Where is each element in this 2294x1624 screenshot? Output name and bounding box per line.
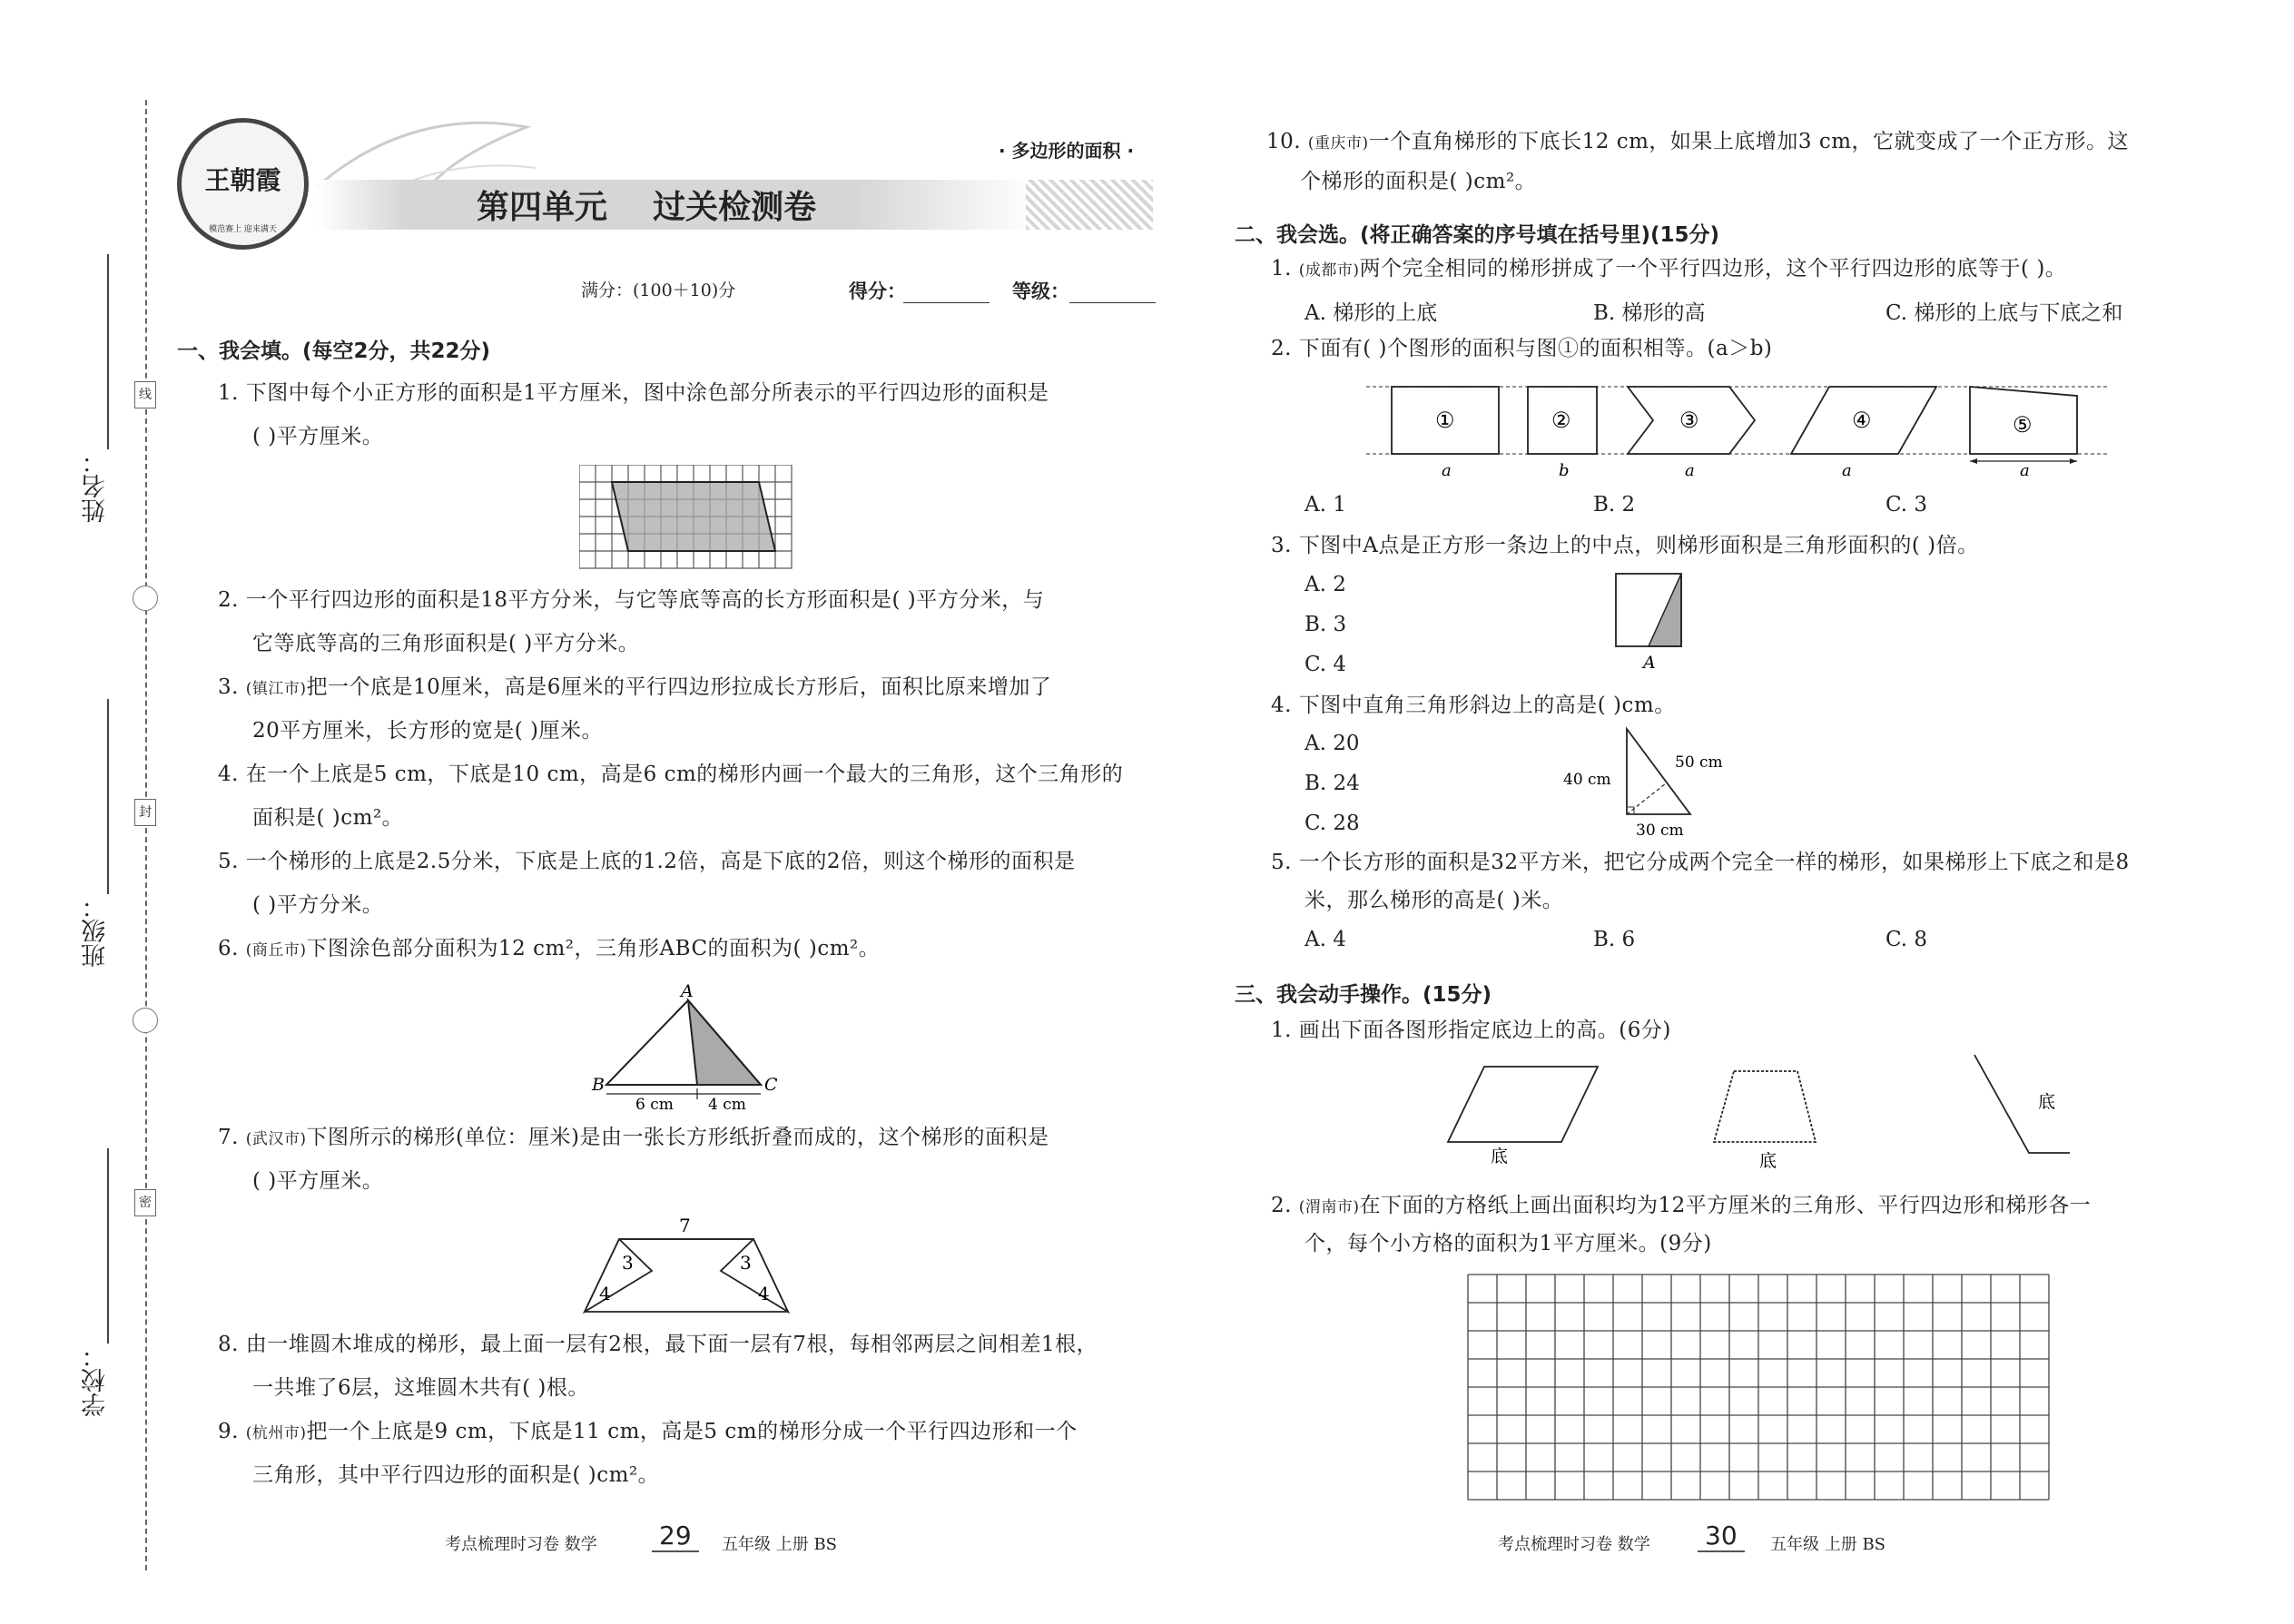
q6-line	[218, 927, 880, 972]
score-input-line[interactable]	[903, 302, 989, 303]
d1-shapes-figure[interactable]	[1425, 1053, 2097, 1176]
c5-option-c[interactable]: C. 8	[1885, 928, 1928, 951]
c2-dim-a-5: a	[2020, 461, 2030, 480]
q6-dim-4cm: 4 cm	[708, 1096, 746, 1112]
name-label: 姓名：	[82, 449, 110, 523]
q7-label-right-3: 3	[740, 1252, 752, 1274]
q10-number: 10.	[1266, 130, 1302, 153]
c3-line: 3. 下图中A点是正方形一条边上的中点，则梯形面积是三角形面积的( )倍。	[1271, 534, 1979, 557]
c2-option-c[interactable]: C. 3	[1885, 493, 1928, 517]
q6-label-c: C	[764, 1075, 778, 1095]
full-score: 满分：(100＋10)分	[581, 281, 736, 300]
c5-line2: 米，那么梯形的高是( )米。	[1305, 889, 1564, 912]
seal-char-line: 线	[134, 381, 156, 408]
c2-dim-a-1: a	[1442, 461, 1452, 480]
q10-city: (重庆市)	[1307, 134, 1369, 153]
score-label: 得分：	[849, 281, 906, 302]
c3-option-a[interactable]: A. 2	[1305, 573, 1346, 596]
d2-city: (渭南市)	[1298, 1198, 1360, 1216]
c2-label-4: ④	[1852, 408, 1872, 433]
class-write-line[interactable]	[107, 699, 109, 894]
brand-logo-sub: 模范赛上 迎来满天	[209, 225, 277, 234]
q7-line2: ( )平方厘米。	[252, 1169, 384, 1193]
footer-right-grade: 五年级 上册 BS	[1770, 1535, 1886, 1554]
c3-option-b[interactable]: B. 3	[1305, 613, 1347, 636]
q7-city: (武汉市)	[245, 1130, 307, 1148]
d1-line: 1. 画出下面各图形指定底边上的高。(6分)	[1271, 1019, 1671, 1042]
c4-right-triangle-figure	[1561, 722, 1734, 844]
q7-folded-trapezoid-figure	[581, 1212, 799, 1321]
c3-shaded-triangle	[1649, 574, 1681, 646]
c1-city: (成都市)	[1298, 261, 1360, 280]
c2-dim-b: b	[1559, 461, 1570, 480]
binding-knot-icon	[133, 1008, 158, 1033]
c2-label-2: ②	[1551, 408, 1571, 433]
q3-line1	[218, 665, 1051, 711]
page-number-29: 29	[652, 1521, 699, 1552]
grade-input-line[interactable]	[1069, 302, 1156, 303]
q7-label-left-4: 4	[599, 1283, 611, 1304]
c2-option-a[interactable]: A. 1	[1305, 493, 1346, 517]
q1-grid-figure	[579, 465, 797, 574]
q4-line1: 4. 在一个上底是5 cm，下底是10 cm，高是6 cm的梯形内画一个最大的三角形，这个三角形的	[218, 763, 1124, 786]
c2-dim-a-3: a	[1685, 461, 1695, 480]
q3-text: 把一个底是10厘米，高是6厘米的平行四边形拉成长方形后，面积比原来增加了	[306, 675, 1052, 699]
q7-number: 7.	[218, 1126, 239, 1149]
q6-label-a: A	[681, 981, 694, 1001]
c4-label-30cm: 30 cm	[1636, 822, 1684, 840]
c5-option-a[interactable]: A. 4	[1305, 928, 1346, 951]
q2-line2: 它等底等高的三角形面积是( )平方分米。	[252, 632, 640, 655]
q8-line2: 一共堆了6层，这堆圆木共有( )根。	[252, 1376, 589, 1400]
q7-label-top: 7	[679, 1215, 691, 1236]
q9-text: 把一个上底是9 cm，下底是11 cm，高是5 cm的梯形分成一个平行四边形和一个	[306, 1420, 1078, 1443]
section-3-heading: 三、我会动手操作。(15分)	[1235, 983, 1492, 1007]
footer-right-series: 考点梳理时习卷 数学	[1498, 1535, 1650, 1554]
page-number-30: 30	[1698, 1521, 1745, 1552]
c3-square-figure	[1607, 570, 1689, 674]
q6-number: 6.	[218, 937, 239, 960]
d2-number: 2.	[1271, 1194, 1292, 1217]
c2-label-5: ⑤	[2013, 412, 2033, 438]
q9-line1	[218, 1410, 1078, 1455]
school-label: 学校：	[82, 1343, 110, 1417]
c2-dim-a-4: a	[1842, 461, 1852, 480]
q6-dim-6cm: 6 cm	[635, 1096, 674, 1112]
q1-shaded-parallelogram	[612, 482, 775, 551]
d1-base-label-1: 底	[1491, 1147, 1509, 1166]
seal-char-seal: 封	[134, 799, 156, 826]
d2-text: 在下面的方格纸上画出面积均为12平方厘米的三角形、平行四边形和梯形各一	[1359, 1194, 2092, 1217]
c2-shapes-figure	[1366, 374, 2111, 487]
q7-label-right-4: 4	[758, 1283, 770, 1304]
d1-base-label-2: 底	[1759, 1151, 1777, 1171]
c3-label-a: A	[1643, 653, 1656, 673]
c1-option-b[interactable]: B. 梯形的高	[1593, 301, 1706, 325]
binding-knot-icon	[133, 586, 158, 611]
c4-option-c[interactable]: C. 28	[1305, 812, 1360, 835]
c1-option-c[interactable]: C. 梯形的上底与下底之和	[1885, 301, 2123, 325]
c2-label-1: ①	[1435, 408, 1455, 433]
c1-line	[1271, 247, 2066, 292]
footer-left-series: 考点梳理时习卷 数学	[445, 1535, 597, 1554]
d1-base-label-3: 底	[2038, 1092, 2056, 1112]
c1-text: 两个完全相同的梯形拼成了一个平行四边形，这个平行四边形的底等于( )。	[1359, 257, 2067, 281]
q10-line1	[1266, 120, 2129, 165]
c4-option-b[interactable]: B. 24	[1305, 772, 1360, 795]
q7-line1	[218, 1116, 1049, 1161]
section-1-heading: 一、我会填。(每空2分，共22分)	[177, 340, 491, 363]
q5-line1: 5. 一个梯形的上底是2.5分米，下底是上底的1.2倍，高是下底的2倍，则这个梯形的面积是	[218, 850, 1076, 873]
c4-label-40cm: 40 cm	[1563, 771, 1611, 789]
q7-text: 下图所示的梯形(单位：厘米)是由一张长方形纸折叠而成的，这个梯形的面积是	[306, 1126, 1049, 1149]
q6-text: 下图涂色部分面积为12 cm²，三角形ABC的面积为( )cm²。	[306, 937, 881, 960]
c4-line: 4. 下图中直角三角形斜边上的高是( )cm。	[1271, 694, 1676, 717]
topic-label: · 多边形的面积 ·	[999, 140, 1135, 162]
q8-line1: 8. 由一堆圆木堆成的梯形，最上面一层有2根，最下面一层有7根，每相邻两层之间相差1根，	[218, 1333, 1098, 1356]
c2-label-3: ③	[1679, 408, 1699, 433]
page-title: 第四单元 过关检测卷	[477, 189, 817, 226]
q2-line1: 2. 一个平行四边形的面积是18平方分米，与它等底等高的长方形面积是( )平方分米，与	[218, 588, 1045, 612]
c4-label-50cm: 50 cm	[1675, 753, 1723, 772]
q1-line1: 1. 下图中每个小正方形的面积是1平方厘米，图中涂色部分所表示的平行四边形的面积是	[218, 381, 1049, 405]
class-label: 班级：	[82, 894, 110, 968]
c2-option-b[interactable]: B. 2	[1593, 493, 1636, 517]
brand-logo-text: 王朝霞	[204, 165, 281, 195]
q9-number: 9.	[218, 1420, 239, 1443]
c4-triangle	[1627, 729, 1690, 814]
c3-option-c[interactable]: C. 4	[1305, 653, 1347, 676]
q6-triangle-figure	[581, 980, 799, 1112]
c2-line: 2. 下面有( )个图形的面积与图①的面积相等。(a＞b)	[1271, 337, 1773, 360]
section-2-heading: 二、我会选。(将正确答案的序号填在括号里)(15分)	[1235, 223, 1720, 247]
q9-line2: 三角形，其中平行四边形的面积是( )cm²。	[252, 1463, 660, 1487]
q3-number: 3.	[218, 675, 239, 699]
brand-logo	[177, 118, 309, 250]
d1-parallelogram[interactable]	[1448, 1067, 1598, 1142]
c1-option-a[interactable]: A. 梯形的上底	[1305, 301, 1438, 325]
q6-label-b: B	[592, 1075, 605, 1095]
d2-drawing-grid[interactable]	[1466, 1273, 2053, 1502]
q7-label-left-3: 3	[622, 1252, 634, 1274]
grade-label: 等级：	[1012, 281, 1069, 302]
footer-left-grade: 五年级 上册 BS	[722, 1535, 838, 1554]
c1-number: 1.	[1271, 257, 1292, 281]
c5-line1: 5. 一个长方形的面积是32平方米，把它分成两个完全一样的梯形，如果梯形上下底之和是8	[1271, 851, 2130, 874]
school-write-line[interactable]	[107, 1148, 109, 1343]
c5-option-b[interactable]: B. 6	[1593, 928, 1636, 951]
q5-line2: ( )平方分米。	[252, 893, 384, 917]
binding-dashed-line	[145, 100, 147, 1570]
d1-angle-shape[interactable]	[1974, 1055, 2070, 1153]
c4-height-line	[1627, 783, 1666, 814]
title-banner-pattern	[1026, 180, 1153, 230]
q9-city: (杭州市)	[245, 1424, 307, 1442]
c4-option-a[interactable]: A. 20	[1305, 732, 1360, 755]
q6-city: (商丘市)	[245, 941, 307, 960]
d1-trapezoid[interactable]	[1714, 1071, 1816, 1142]
q4-line2: 面积是( )cm²。	[252, 806, 404, 830]
d2-line2: 个，每个小方格的面积为1平方厘米。(9分)	[1305, 1232, 1712, 1255]
q3-line2: 20平方厘米，长方形的宽是( )厘米。	[252, 719, 604, 743]
q1-line2: ( )平方厘米。	[252, 425, 384, 448]
q10-text: 一个直角梯形的下底长12 cm，如果上底增加3 cm，它就变成了一个正方形。这	[1368, 130, 2130, 153]
q3-city: (镇江市)	[245, 680, 307, 698]
name-write-line[interactable]	[107, 254, 109, 449]
q10-line2: 个梯形的面积是( )cm²。	[1300, 170, 1537, 193]
seal-char-secret: 密	[134, 1189, 156, 1216]
